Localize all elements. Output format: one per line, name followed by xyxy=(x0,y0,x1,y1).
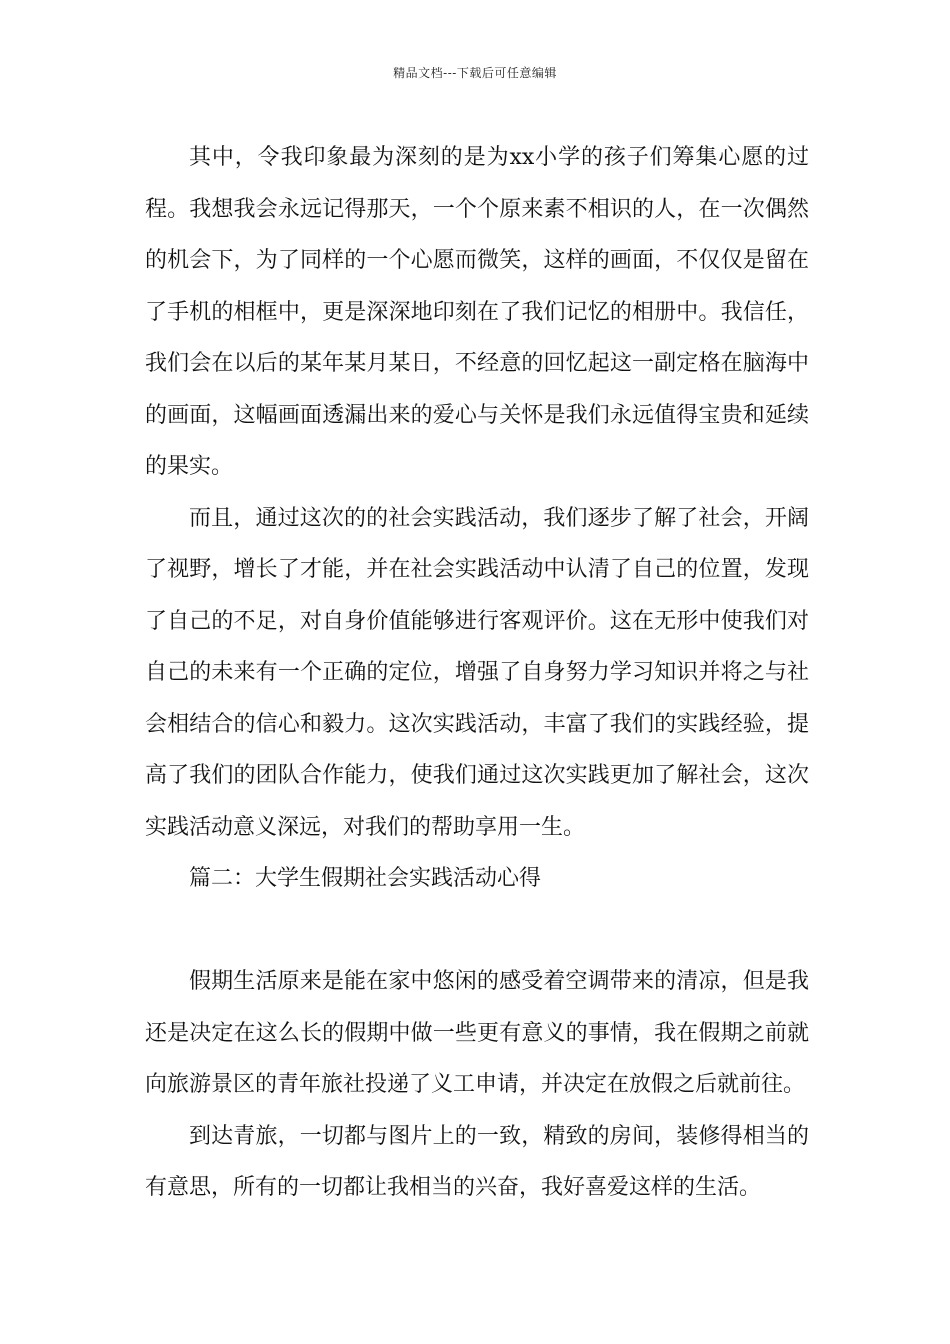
page-header: 精品文档---下载后可任意编辑 xyxy=(393,66,557,80)
blank-line xyxy=(145,905,809,957)
paragraph-3: 假期生活原来是能在家中悠闲的感受着空调带来的清凉，但是我还是决定在这么长的假期中做一些更有意义的事情，我在假期之前就向旅游景区的青年旅社投递了义工申请，并决定在放假之后就前往。 xyxy=(145,969,809,1097)
paragraph-2: 而且，通过这次的的社会实践活动，我们逐步了解了社会，开阔了视野，增长了才能，并在社会实践活动中认清了自己的位置，发现了自己的不足，对自身价值能够进行客观评价。这在无形中使我们对自己的未来有一个正确的定位，增强了自身努力学习知识并将之与社会相结合的信心和毅力。这次实践活动，丰富了我们的实践经验，提高了我们的团队合作能力，使我们通过这次实践更加了解社会，这次实践活动意义深远，对我们的帮助享用一生。 xyxy=(145,505,809,840)
paragraph-1: 其中，令我印象最为深刻的是为xx小学的孩子们筹集心愿的过程。我想我会永远记得那天，一个个原来素不相识的人，在一次偶然的机会下，为了同样的一个心愿而微笑，这样的画面，不仅仅是留在了手机的相框中，更是深深地印刻在了我们记忆的相册中。我信任，我们会在以后的某年某月某日，不经意的回忆起这一副定格在脑海中的画面，这幅画面透漏出来的爱心与关怀是我们永远值得宝贵和延续的果实。 xyxy=(145,145,809,479)
document-body xyxy=(145,132,809,1214)
paragraph-4: 到达青旅，一切都与图片上的一致，精致的房间，装修得相当的有意思，所有的一切都让我相当的兴奋，我好喜爱这样的生活。 xyxy=(145,1123,809,1200)
section-heading: 篇二：大学生假期社会实践活动心得 xyxy=(189,866,542,891)
